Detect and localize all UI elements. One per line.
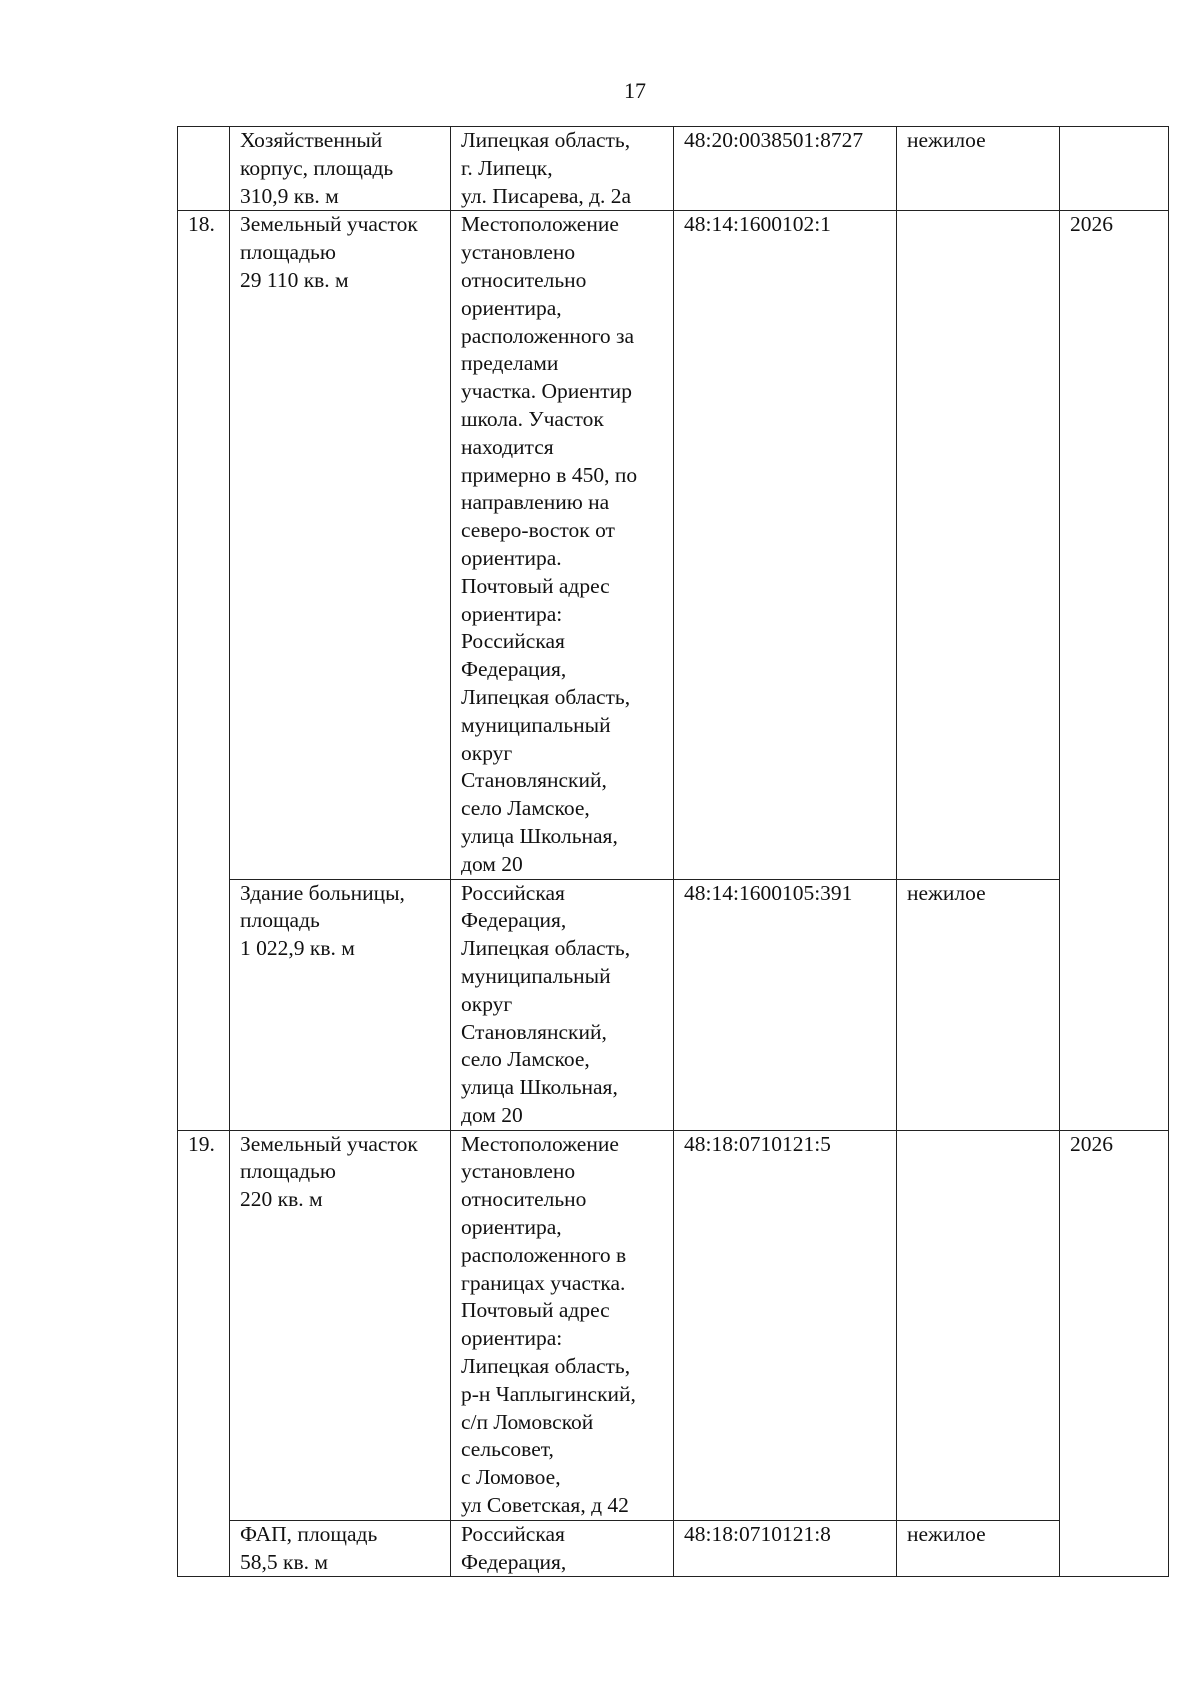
address-cell: Липецкая область, г. Липецк, ул. Писарева, д. 2а bbox=[451, 127, 674, 211]
purpose-cell bbox=[897, 1130, 1060, 1520]
object-cell: Земельный участок площадью 220 кв. м bbox=[230, 1130, 451, 1520]
address-cell: Российская Федерация, bbox=[451, 1520, 674, 1577]
cadastral-number-cell: 48:18:0710121:5 bbox=[674, 1130, 897, 1520]
object-cell: Здание больницы, площадь 1 022,9 кв. м bbox=[230, 879, 451, 1130]
property-table bbox=[177, 126, 1169, 1577]
table-row bbox=[178, 1130, 1169, 1520]
object-cell: Земельный участок площадью 29 110 кв. м bbox=[230, 211, 451, 879]
table-row bbox=[178, 127, 1169, 211]
object-cell: Хозяйственный корпус, площадь 310,9 кв. м bbox=[230, 127, 451, 211]
table-row bbox=[178, 879, 1169, 1130]
address-cell: Местоположение установлено относительно ориентира, расположенного в границах участка. Почтовый адрес ориентира: Липецкая область, р-н Чаплыгинский, с/п Ломовской сельсовет, с Ломовое, ул Советская, д 42 bbox=[451, 1130, 674, 1520]
purpose-cell bbox=[897, 211, 1060, 879]
row-number-cell bbox=[178, 127, 230, 211]
cadastral-number-cell: 48:20:0038501:8727 bbox=[674, 127, 897, 211]
cadastral-number-cell: 48:14:1600102:1 bbox=[674, 211, 897, 879]
address-cell: Российская Федерация, Липецкая область, муниципальный округ Становлянский, село Ламское, улица Школьная, дом 20 bbox=[451, 879, 674, 1130]
purpose-cell: нежилое bbox=[897, 1520, 1060, 1577]
year-cell: 2026 bbox=[1060, 1130, 1169, 1577]
row-number-cell: 18. bbox=[178, 211, 230, 1130]
address-cell: Местоположение установлено относительно ориентира, расположенного за пределами участка. Ориентир школа. Участок находится примерно в 450, по направлению на северо-восток от ориентира. Почтовый адрес ориентира: Российская Федерация, Липецкая область, муниципальный округ Становлянский, село Ламское, улица Школьная, дом 20 bbox=[451, 211, 674, 879]
table-row bbox=[178, 1520, 1169, 1577]
cadastral-number-cell: 48:18:0710121:8 bbox=[674, 1520, 897, 1577]
year-cell bbox=[1060, 127, 1169, 211]
table-row bbox=[178, 211, 1169, 879]
purpose-cell: нежилое bbox=[897, 127, 1060, 211]
page-number: 17 bbox=[624, 78, 646, 103]
row-number-cell: 19. bbox=[178, 1130, 230, 1577]
purpose-cell: нежилое bbox=[897, 879, 1060, 1130]
object-cell: ФАП, площадь 58,5 кв. м bbox=[230, 1520, 451, 1577]
year-cell: 2026 bbox=[1060, 211, 1169, 1130]
cadastral-number-cell: 48:14:1600105:391 bbox=[674, 879, 897, 1130]
